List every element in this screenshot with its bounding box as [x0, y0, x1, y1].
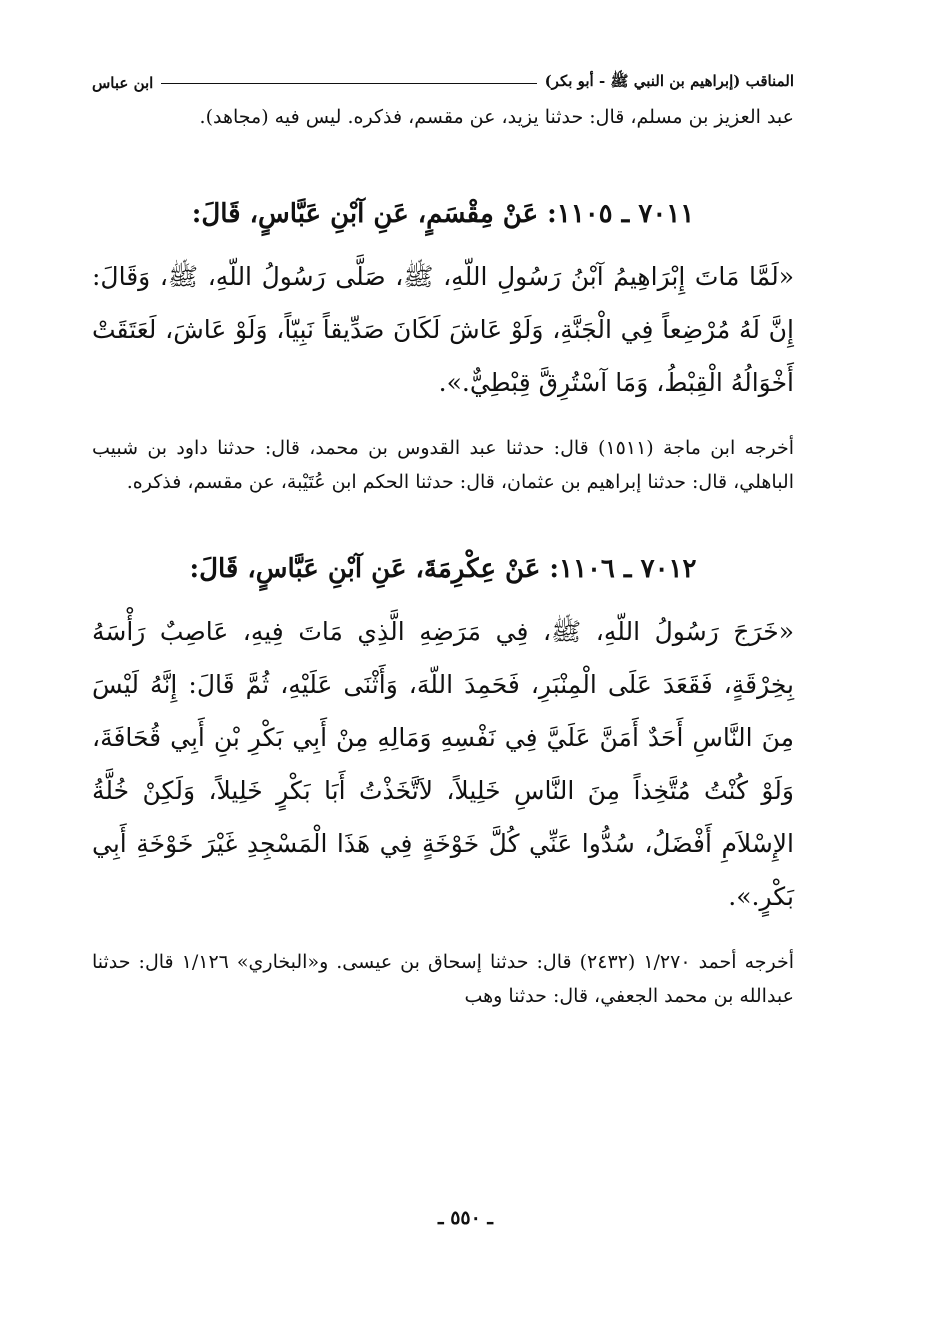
continuation-text: عبد العزيز بن مسلم، قال: حدثنا يزيد، عن مقسم، فذكره. ليس فيه (مجاهد). — [199, 106, 794, 128]
hadith-1-heading: ٧٠١١ ـ ١١٠٥: عَنْ مِقْسَمٍ، عَنِ آبْنِ عَبَّاسٍ، قَالَ: — [191, 199, 695, 229]
hadith-1-text: «لَمَّا مَاتَ إِبْرَاهِيمُ آبْنُ رَسُولِ اللّهِ، ﷺ، صَلَّى رَسُولُ اللّهِ، ﷺ، وَقَالَ: إِنَّ لَهُ مُرْضِعاً فِي الْجَنَّةِ، وَلَوْ عَاشَ لَكَانَ صَدِّيقاً نَبِيّاً، وَلَوْ عَاشَ، لَعَتَقَتْ أَخْوَالُهُ الْقِبْطُ، وَمَا آسْتُرِقَّ قِبْطِيٌّ.». — [92, 262, 794, 397]
chapter-title: المناقب (إبراهيم بن النبي ﷺ - أبو بكر) — [544, 72, 794, 90]
hadith-2-text: «خَرَجَ رَسُولُ اللّهِ، ﷺ، فِي مَرَضِهِ الَّذِي مَاتَ فِيهِ، عَاصِبٌ رَأْسَهُ بِخِرْقَةٍ، فَقَعَدَ عَلَى الْمِنْبَرِ، فَحَمِدَ اللّهَ، وَأَثْنَى عَلَيْهِ، ثُمَّ قَالَ: إِنَّهُ لَيْسَ مِنَ النَّاسِ أَحَدٌ أَمَنَّ عَلَيَّ فِي نَفْسِهِ وَمَالِهِ مِنْ أَبِي بَكْرِ بْنِ أَبِي قُحَافَةَ، وَلَوْ كُنْتُ مُتَّخِذاً مِنَ النَّاسِ خَلِيلاً، لاَتَّخَذْتُ أَبَا بَكْرٍ خَلِيلاً، وَلَكِنْ خُلَّةُ الإِسْلاَمِ أَفْضَلُ، سُدُّوا عَنِّي كُلَّ خَوْخَةٍ فِي هَذَا الْمَسْجِدِ غَيْرَ خَوْخَةِ أَبِي بَكْرٍ.». — [92, 617, 794, 911]
page-body — [92, 70, 794, 1013]
header-rule — [161, 83, 536, 84]
hadith-2-takhrij: أخرجه أحمد ١/٢٧٠ (٢٤٣٢) قال: حدثنا إسحاق بن عيسى. و«البخاري» ١/١٢٦ قال: حدثنا عبدالله بن محمد الجعفي، قال: حدثنا وهب — [92, 951, 795, 1007]
page-number: ـ ٥٥٠ ـ — [438, 1207, 493, 1229]
hadith-2-heading: ٧٠١٢ ـ ١١٠٦: عَنْ عِكْرِمَةَ، عَنِ آبْنِ عَبَّاسٍ، قَالَ: — [189, 554, 697, 584]
running-header — [92, 70, 794, 96]
hadith-1-takhrij: أخرجه ابن ماجة (١٥١١) قال: حدثنا عبد القدوس بن محمد، قال: حدثنا داود بن شبيب الباهلي، قال: حدثنا إبراهيم بن عثمان، قال: حدثنا الحكم ابن عُتَيْبة، عن مقسم، فذكره. — [92, 437, 794, 493]
section-title: ابن عباس — [92, 74, 154, 92]
